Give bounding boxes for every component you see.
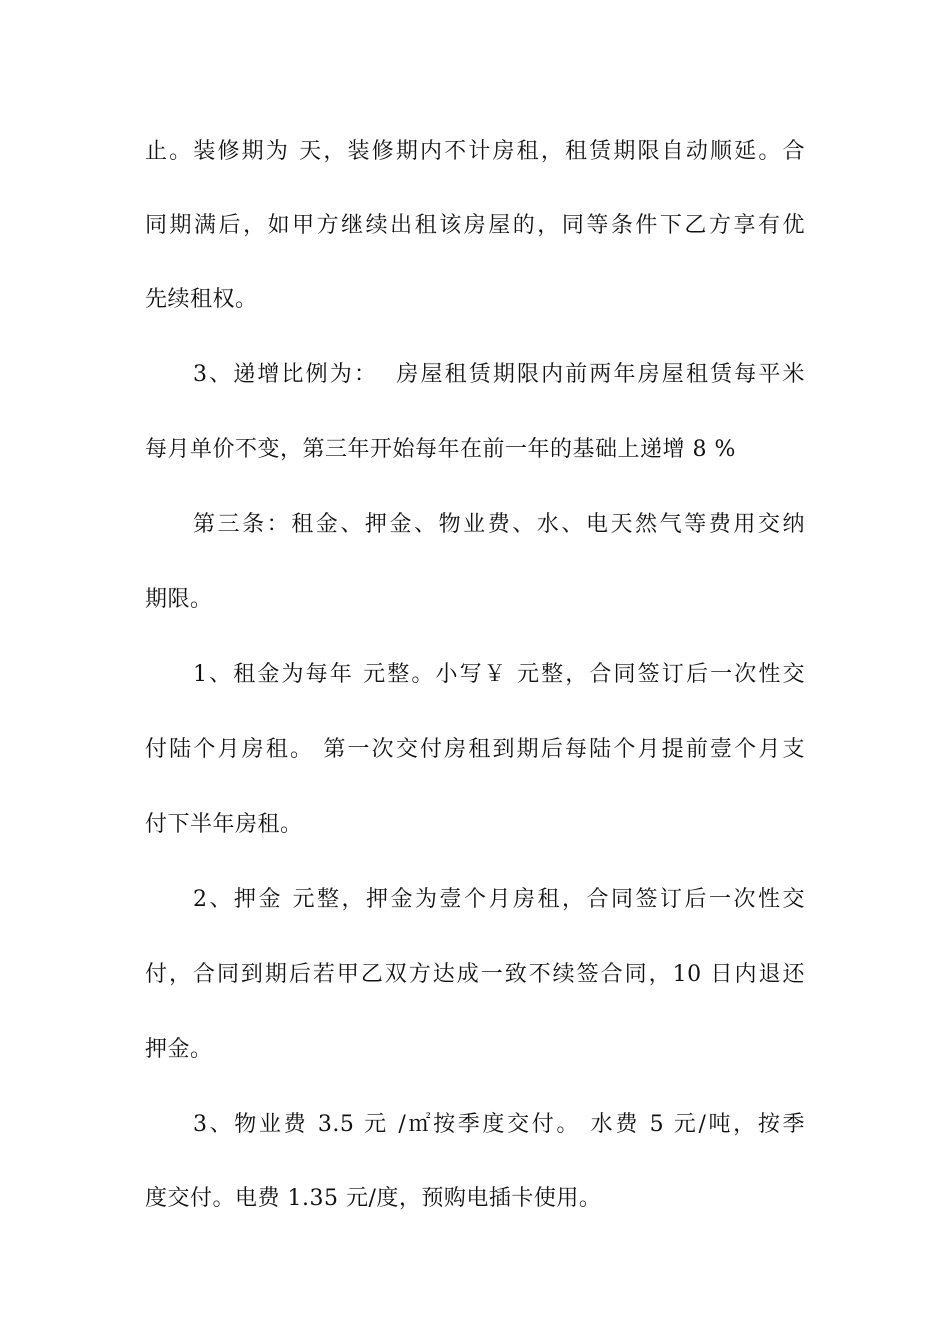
text-line-7: 期限。	[145, 587, 213, 612]
text-line-6: 第三条：租金、押金、物业费、水、电天然气等费用交纳	[193, 512, 805, 537]
text-line-9: 付陆个月房租。 第一次交付房租到期后每陆个月提前壹个月支	[145, 737, 805, 762]
text-line-1: 止。装修期为 天，装修期内不计房租，租赁期限自动顺延。合	[145, 139, 805, 164]
text-line-3: 先续租权。	[145, 287, 258, 312]
text-line-5: 每月单价不变，第三年开始每年在前一年的基础上递增 8 %	[145, 437, 736, 462]
text-line-11: 2、押金 元整，押金为壹个月房租，合同签订后一次性交	[193, 887, 805, 912]
text-line-2: 同期满后，如甲方继续出租该房屋的，同等条件下乙方享有优	[145, 213, 805, 238]
text-line-8: 1、租金为每年 元整。小写￥ 元整，合同签订后一次性交	[193, 662, 805, 687]
text-line-4: 3、递增比例为： 房屋租赁期限内前两年房屋租赁每平米	[193, 362, 805, 387]
text-line-10: 付下半年房租。	[145, 812, 303, 837]
text-line-13: 押金。	[145, 1037, 213, 1062]
text-line-12: 付，合同到期后若甲乙双方达成一致不续签合同，10 日内退还	[145, 962, 805, 987]
text-line-14: 3、物业费 3.5 元 /㎡按季度交付。 水费 5 元/吨，按季	[193, 1112, 805, 1137]
text-line-15: 度交付。电费 1.35 元/度，预购电插卡使用。	[145, 1186, 602, 1211]
